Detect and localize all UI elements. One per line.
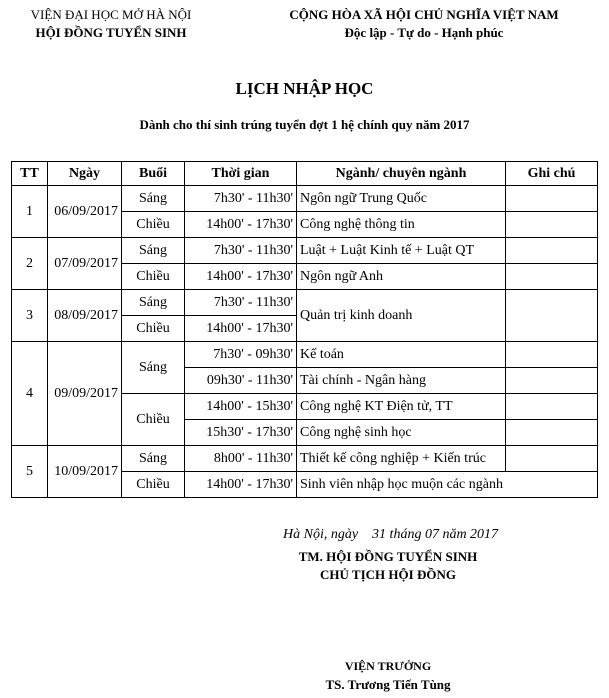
row-time: 14h00' - 17h30' <box>185 316 297 342</box>
row-session: Chiều <box>122 212 185 238</box>
header-major: Ngành/ chuyên ngành <box>297 162 506 186</box>
row-major: Quản trị kinh doanh <box>297 290 506 342</box>
row-time: 09h30' - 11h30' <box>185 368 297 394</box>
signatory-role: CHỦ TỊCH HỘI ĐỒNG <box>320 567 456 582</box>
row-session: Chiều <box>122 394 185 446</box>
header-tt: TT <box>12 162 48 186</box>
page-title: LỊCH NHẬP HỌC <box>235 79 374 98</box>
row-major: Luật + Luật Kinh tế + Luật QT <box>297 238 506 264</box>
row-session: Chiều <box>122 264 185 290</box>
row-time: 14h00' - 17h30' <box>185 212 297 238</box>
header-note: Ghi chú <box>506 162 598 186</box>
table-row <box>12 446 598 472</box>
row-note <box>506 394 598 420</box>
row-note <box>506 186 598 212</box>
national-motto: Độc lập - Tự do - Hạnh phúc <box>344 25 504 40</box>
place-date: Hà Nội, ngày 31 tháng 07 năm 2017 <box>283 527 499 542</box>
row-major: Thiết kế công nghiệp + Kiến trúc <box>297 446 506 472</box>
row-note <box>506 342 598 368</box>
row-major: Công nghệ KT Điện tử, TT <box>297 394 506 420</box>
row-number: 3 <box>12 290 48 342</box>
row-number: 2 <box>12 238 48 290</box>
row-session: Sáng <box>122 446 185 472</box>
row-time: 7h30' - 11h30' <box>185 186 297 212</box>
row-date: 06/09/2017 <box>48 186 122 238</box>
row-time: 7h30' - 11h30' <box>185 290 297 316</box>
table-row <box>12 342 598 368</box>
institute-name: VIỆN ĐẠI HỌC MỞ HÀ NỘI <box>30 7 192 22</box>
page-subtitle: Dành cho thí sinh trúng tuyển đợt 1 hệ chính quy năm 2017 <box>139 117 470 132</box>
row-major: Công nghệ thông tin <box>297 212 506 238</box>
row-major: Ngôn ngữ Anh <box>297 264 506 290</box>
row-session: Sáng <box>122 238 185 264</box>
schedule-table <box>11 161 598 498</box>
row-time: 15h30' - 17h30' <box>185 420 297 446</box>
row-date: 08/09/2017 <box>48 290 122 342</box>
row-note <box>506 446 598 472</box>
table-header-row <box>12 162 598 186</box>
row-time: 8h00' - 11h30' <box>185 446 297 472</box>
row-major: Tài chính - Ngân hàng <box>297 368 506 394</box>
row-number: 1 <box>12 186 48 238</box>
row-date: 07/09/2017 <box>48 238 122 290</box>
row-note <box>506 368 598 394</box>
row-date: 10/09/2017 <box>48 446 122 498</box>
row-number: 4 <box>12 342 48 446</box>
signatory-council: TM. HỘI ĐỒNG TUYỂN SINH <box>298 549 478 564</box>
row-note <box>506 238 598 264</box>
row-time: 14h00' - 17h30' <box>185 472 297 498</box>
row-session: Chiều <box>122 316 185 342</box>
row-note <box>506 264 598 290</box>
row-number: 5 <box>12 446 48 498</box>
row-note <box>506 420 598 446</box>
row-major: Sinh viên nhập học muộn các ngành <box>297 472 598 498</box>
table-row <box>12 186 598 212</box>
row-session: Sáng <box>122 342 185 394</box>
row-note <box>506 290 598 342</box>
row-date: 09/09/2017 <box>48 342 122 446</box>
table-row <box>12 238 598 264</box>
signatory-name: TS. Trương Tiến Tùng <box>325 677 451 692</box>
row-major: Công nghệ sinh học <box>297 420 506 446</box>
row-time: 7h30' - 11h30' <box>185 238 297 264</box>
header-time: Thời gian <box>185 162 297 186</box>
header-date: Ngày <box>48 162 122 186</box>
national-title: CỘNG HÒA XÃ HỘI CHỦ NGHĨA VIỆT NAM <box>289 7 559 22</box>
row-major: Kế toán <box>297 342 506 368</box>
row-time: 14h00' - 17h30' <box>185 264 297 290</box>
signatory-title: VIỆN TRƯỞNG <box>344 659 432 673</box>
council-name: HỘI ĐỒNG TUYỂN SINH <box>35 25 187 40</box>
header-session: Buổi <box>122 162 185 186</box>
row-time: 7h30' - 09h30' <box>185 342 297 368</box>
row-time: 14h00' - 15h30' <box>185 394 297 420</box>
row-session: Sáng <box>122 290 185 316</box>
table-row <box>12 290 598 316</box>
row-session: Chiều <box>122 472 185 498</box>
row-note <box>506 212 598 238</box>
row-session: Sáng <box>122 186 185 212</box>
row-major: Ngôn ngữ Trung Quốc <box>297 186 506 212</box>
